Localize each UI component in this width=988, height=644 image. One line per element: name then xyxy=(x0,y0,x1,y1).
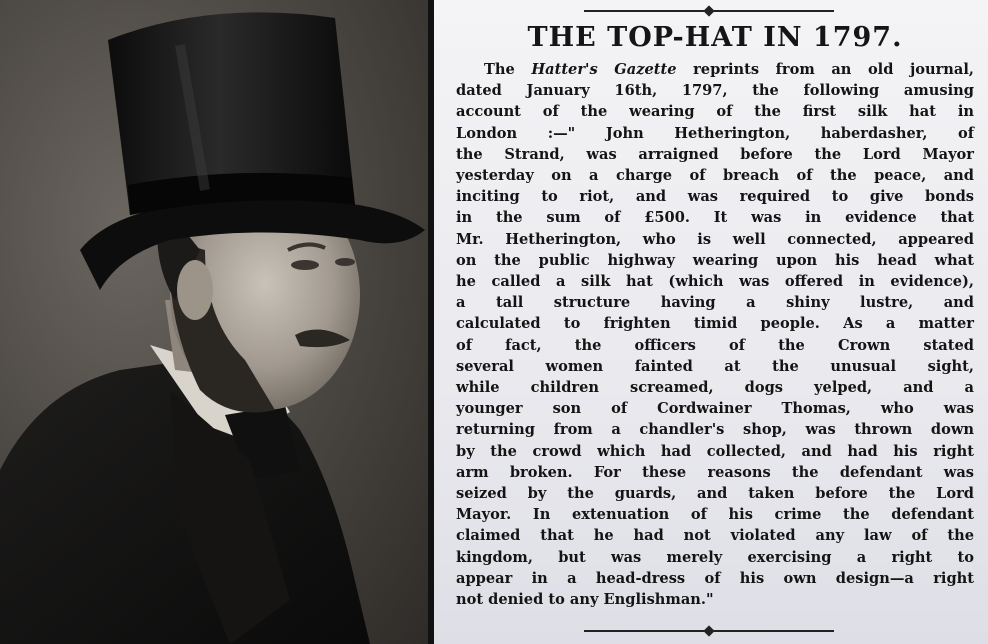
article-line: he called a silk hat (which was offered in evidence), xyxy=(456,273,974,291)
publication-title: Hatter's Gazette xyxy=(531,61,677,78)
article-line: younger son of Cordwainer Thomas, who was xyxy=(456,400,974,418)
article-line: the Strand, was arraigned before the Lord Mayor xyxy=(456,145,974,163)
article-body xyxy=(456,59,974,610)
article-line: Mr. Hetherington, who is well connected, appeared xyxy=(456,230,974,248)
article-line: several women fainted at the unusual sight, xyxy=(456,357,974,375)
article-line: in the sum of £500. It was in evidence that xyxy=(456,209,974,227)
article-line: account of the wearing of the first silk hat in xyxy=(456,103,974,121)
portrait-photo xyxy=(0,0,428,644)
bottom-ornament-rule xyxy=(584,630,834,632)
article-line: calculated to frighten timid people. As a matter xyxy=(456,315,974,333)
top-ornament-rule xyxy=(584,10,834,12)
article-line: dated January 16th, 1797, the following amusing xyxy=(456,82,974,100)
article-line: London :—" John Hetherington, haberdasher, of xyxy=(456,124,974,142)
article-line: Mayor. In extenuation of his crime the defendant xyxy=(456,506,974,524)
article-line: inciting to riot, and was required to give bonds xyxy=(456,188,974,206)
article-line: returning from a chandler's shop, was thrown down xyxy=(456,421,974,439)
article-line: appear in a head-dress of his own design—a right xyxy=(456,569,974,587)
article-line: arm broken. For these reasons the defendant was xyxy=(456,463,974,481)
headline: THE TOP-HAT IN 1797. xyxy=(527,22,903,53)
article-line: seized by the guards, and taken before the Lord xyxy=(456,485,974,503)
article-line: of fact, the officers of the Crown stated xyxy=(456,336,974,354)
article-line-text: reprints from an old journal, xyxy=(676,61,974,78)
man-in-top-hat-illustration xyxy=(0,0,428,644)
article-line: kingdom, but was merely exercising a right to xyxy=(456,548,974,566)
article-line: yesterday on a charge of breach of the peace, and xyxy=(456,167,974,185)
article-line: claimed that he had not violated any law of the xyxy=(456,527,974,545)
article-line: while children screamed, dogs yelped, and a xyxy=(456,379,974,397)
article-line-text: The xyxy=(484,61,532,78)
article-line xyxy=(456,59,974,80)
article-line: a tall structure having a shiny lustre, and xyxy=(456,294,974,312)
article-line: on the public highway wearing upon his head what xyxy=(456,251,974,269)
article-line: by the crowd which had collected, and had his right xyxy=(456,442,974,460)
article-line: not denied to any Englishman." xyxy=(456,591,714,609)
newspaper-clipping xyxy=(434,0,988,644)
